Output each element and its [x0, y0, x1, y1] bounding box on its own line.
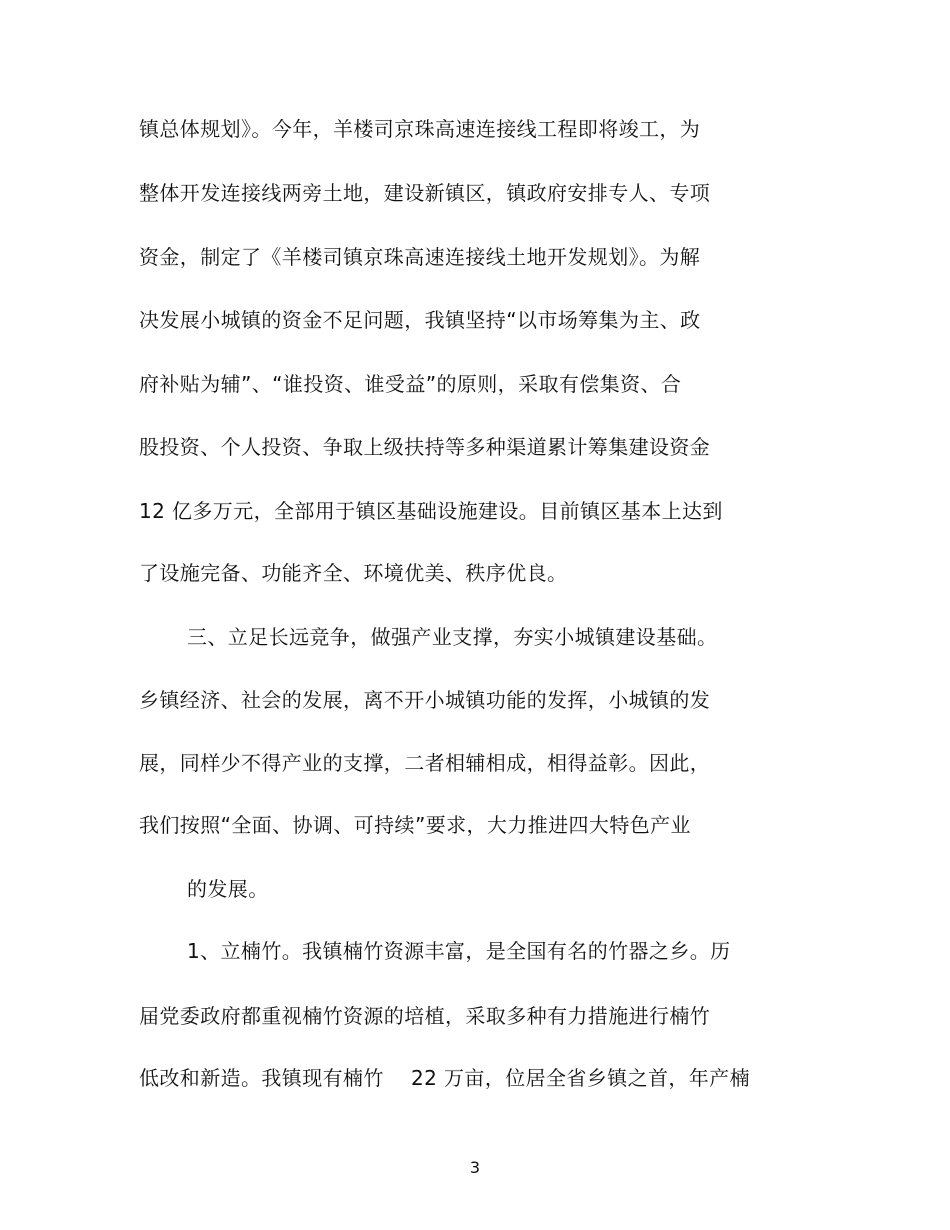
text-line: 镇总体规划》。今年，羊楼司京珠高速连接线工程即将竣工，为 [139, 117, 701, 141]
text-line: 决发展小城镇的资金不足问题，我镇坚持“以市场筹集为主、政 [139, 308, 701, 332]
section-heading: 三、立足长远竞争，做强产业支撑，夯实小城镇建设基础。 [187, 625, 718, 649]
text-line: 府补贴为辅”、“谁投资、谁受益”的原则，采取有偿集资、合 [139, 372, 682, 396]
text-line: 整体开发连接线两旁土地，建设新镇区，镇政府安排专人、专项 [139, 181, 711, 205]
text-line: 资金，制定了《羊楼司镇京珠高速连接线土地开发规划》。为解 [139, 245, 701, 269]
text-line: 12 亿多万元，全部用于镇区基础设施建设。目前镇区基本上达到 [139, 499, 723, 523]
text-line: 的发展。 [187, 877, 269, 901]
text-line: 届党委政府都重视楠竹资源的培植，采取多种有力措施进行楠竹 [139, 1004, 711, 1028]
text-line: 我们按照“全面、协调、可持续”要求，大力推进四大特色产业 [139, 813, 691, 837]
text-line: 了设施完备、功能齐全、环境优美、秩序优良。 [139, 561, 568, 585]
text-line: 1、立楠竹。我镇楠竹资源丰富，是全国有名的竹器之乡。历 [187, 939, 731, 963]
page-number: 3 [469, 1158, 481, 1177]
text-line: 股投资、个人投资、争取上级扶持等多种渠道累计筹集建设资金 [139, 435, 711, 459]
text-line: 展，同样少不得产业的支撑，二者相辅相成，相得益彰。因此， [139, 751, 711, 775]
text-line: 乡镇经济、社会的发展，离不开小城镇功能的发挥，小城镇的发 [139, 688, 711, 712]
text-line: 低改和新造。我镇现有楠竹 22 万亩，位居全省乡镇之首，年产楠 [139, 1066, 750, 1090]
